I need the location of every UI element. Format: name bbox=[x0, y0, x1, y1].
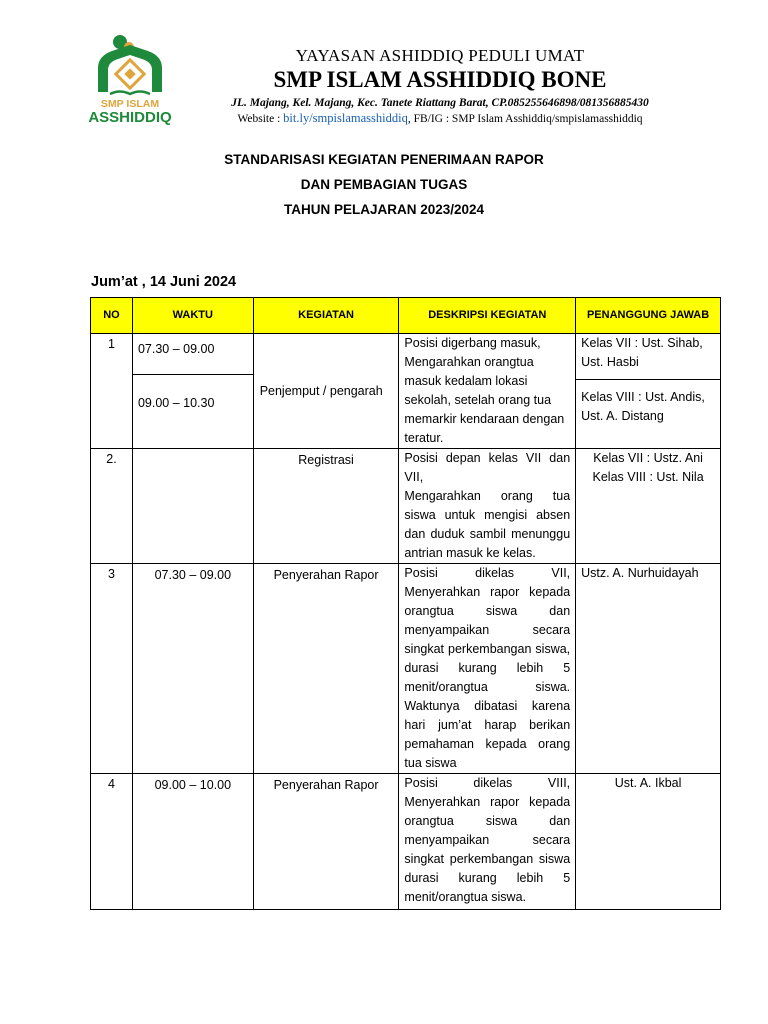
cell-penanggung-jawab bbox=[576, 449, 721, 564]
cell-waktu bbox=[132, 449, 253, 564]
pj-kelas-viii: Kelas VIII : Ust. Nila bbox=[592, 470, 704, 484]
header-deskripsi: DESKRIPSI KEGIATAN bbox=[399, 298, 576, 334]
cell-penanggung-jawab: Ustz. A. Nurhuidayah bbox=[576, 564, 721, 774]
cell-waktu bbox=[132, 334, 253, 449]
header-kegiatan: KEGIATAN bbox=[253, 298, 399, 334]
table-row bbox=[91, 449, 721, 564]
cell-deskripsi bbox=[399, 449, 576, 564]
cell-no: 3 bbox=[91, 564, 133, 774]
cell-no: 4 bbox=[91, 774, 133, 910]
cell-kegiatan: Penyerahan Rapor bbox=[253, 564, 399, 774]
cell-waktu: 07.30 – 09.00 bbox=[132, 564, 253, 774]
cell-deskripsi: Posisi dikelas VIII, Menyerahkan rapor kepada orangtua siswa dan menyampaikan secara singkat perkembangan siswa durasi kurang lebih 5 menit/orangtua siswa. bbox=[399, 774, 576, 910]
cell-kegiatan: Penjemput / pengarah bbox=[253, 334, 399, 449]
title-line-2: DAN PEMBAGIAN TUGAS bbox=[300, 177, 468, 192]
header-penanggung-jawab: PENANGGUNG JAWAB bbox=[576, 298, 721, 334]
pj-kelas-vii: Kelas VII : Ustz. Ani bbox=[593, 451, 703, 465]
table-row bbox=[91, 564, 721, 774]
schedule-table bbox=[90, 297, 721, 910]
letterhead bbox=[80, 32, 700, 128]
website-prefix: Website : bbox=[237, 113, 284, 125]
event-date: Jum’at , 14 Juni 2024 bbox=[91, 274, 237, 290]
header-no: NO bbox=[91, 298, 133, 334]
time-slot-1: 07.30 – 09.00 bbox=[137, 342, 215, 356]
cell-deskripsi: Posisi dikelas VII, Menyerahkan rapor kepada orangtua siswa dan menyampaikan secara singkat perkembangan siswa, durasi kurang lebih 5 menit/orangtua siswa. Waktunya dibatasi karena hari jum’at harap berikan pemahaman kepada orang tua siswa bbox=[399, 564, 576, 774]
cell-deskripsi: Posisi digerbang masuk, Mengarahkan orangtua masuk kedalam lokasi sekolah, setelah orang tua memarkir kendaraan dengan teratur. bbox=[399, 334, 576, 449]
foundation-name: YAYASAN ASHIDDIQ PEDULI UMAT bbox=[295, 46, 585, 65]
deskripsi-line-1: Posisi depan kelas VII dan VII, bbox=[404, 451, 571, 484]
time-slot-2: 09.00 – 10.30 bbox=[133, 374, 253, 435]
cell-penanggung-jawab: Ust. A. Ikbal bbox=[576, 774, 721, 910]
cell-no: 1 bbox=[91, 334, 133, 449]
cell-kegiatan: Registrasi bbox=[253, 449, 399, 564]
table-header-row bbox=[91, 298, 721, 334]
svg-text:ASSHIDDIQ: ASSHIDDIQ bbox=[88, 109, 172, 126]
title-line-3: TAHUN PELAJARAN 2023/2024 bbox=[283, 202, 485, 217]
table-row bbox=[91, 774, 721, 910]
pj-kelas-vii: Kelas VII : Ust. Sihab, Ust. Hasbi bbox=[581, 336, 703, 369]
school-name: SMP ISLAM ASSHIDDIQ BONE bbox=[273, 67, 607, 92]
cell-kegiatan: Penyerahan Rapor bbox=[253, 774, 399, 910]
school-website-line bbox=[180, 111, 700, 127]
svg-text:SMP ISLAM: SMP ISLAM bbox=[100, 98, 160, 110]
cell-penanggung-jawab bbox=[576, 334, 721, 449]
table-row bbox=[91, 334, 721, 449]
deskripsi-line-2: Mengarahkan orang tua siswa untuk mengisi absen dan duduk sambil menunggu antrian masuk ke kelas. bbox=[404, 489, 571, 560]
header-waktu: WAKTU bbox=[132, 298, 253, 334]
school-address: JL. Majang, Kel. Majang, Kec. Tanete Riattang Barat, CP.085255646898/081356885430 bbox=[231, 97, 649, 109]
title-line-1: STANDARISASI KEGIATAN PENERIMAAN RAPOR bbox=[224, 152, 544, 167]
school-logo-icon bbox=[80, 32, 180, 126]
cell-waktu: 09.00 – 10.00 bbox=[132, 774, 253, 910]
letterhead-text bbox=[180, 46, 700, 127]
pj-kelas-viii: Kelas VIII : Ust. Andis, Ust. A. Distang bbox=[576, 379, 720, 426]
document-title bbox=[90, 147, 678, 222]
website-link[interactable]: bit.ly/smpislamasshiddiq bbox=[283, 111, 408, 125]
social-media: , FB/IG : SMP Islam Asshiddiq/smpislamasshiddiq bbox=[407, 113, 643, 125]
cell-no: 2. bbox=[91, 449, 133, 564]
